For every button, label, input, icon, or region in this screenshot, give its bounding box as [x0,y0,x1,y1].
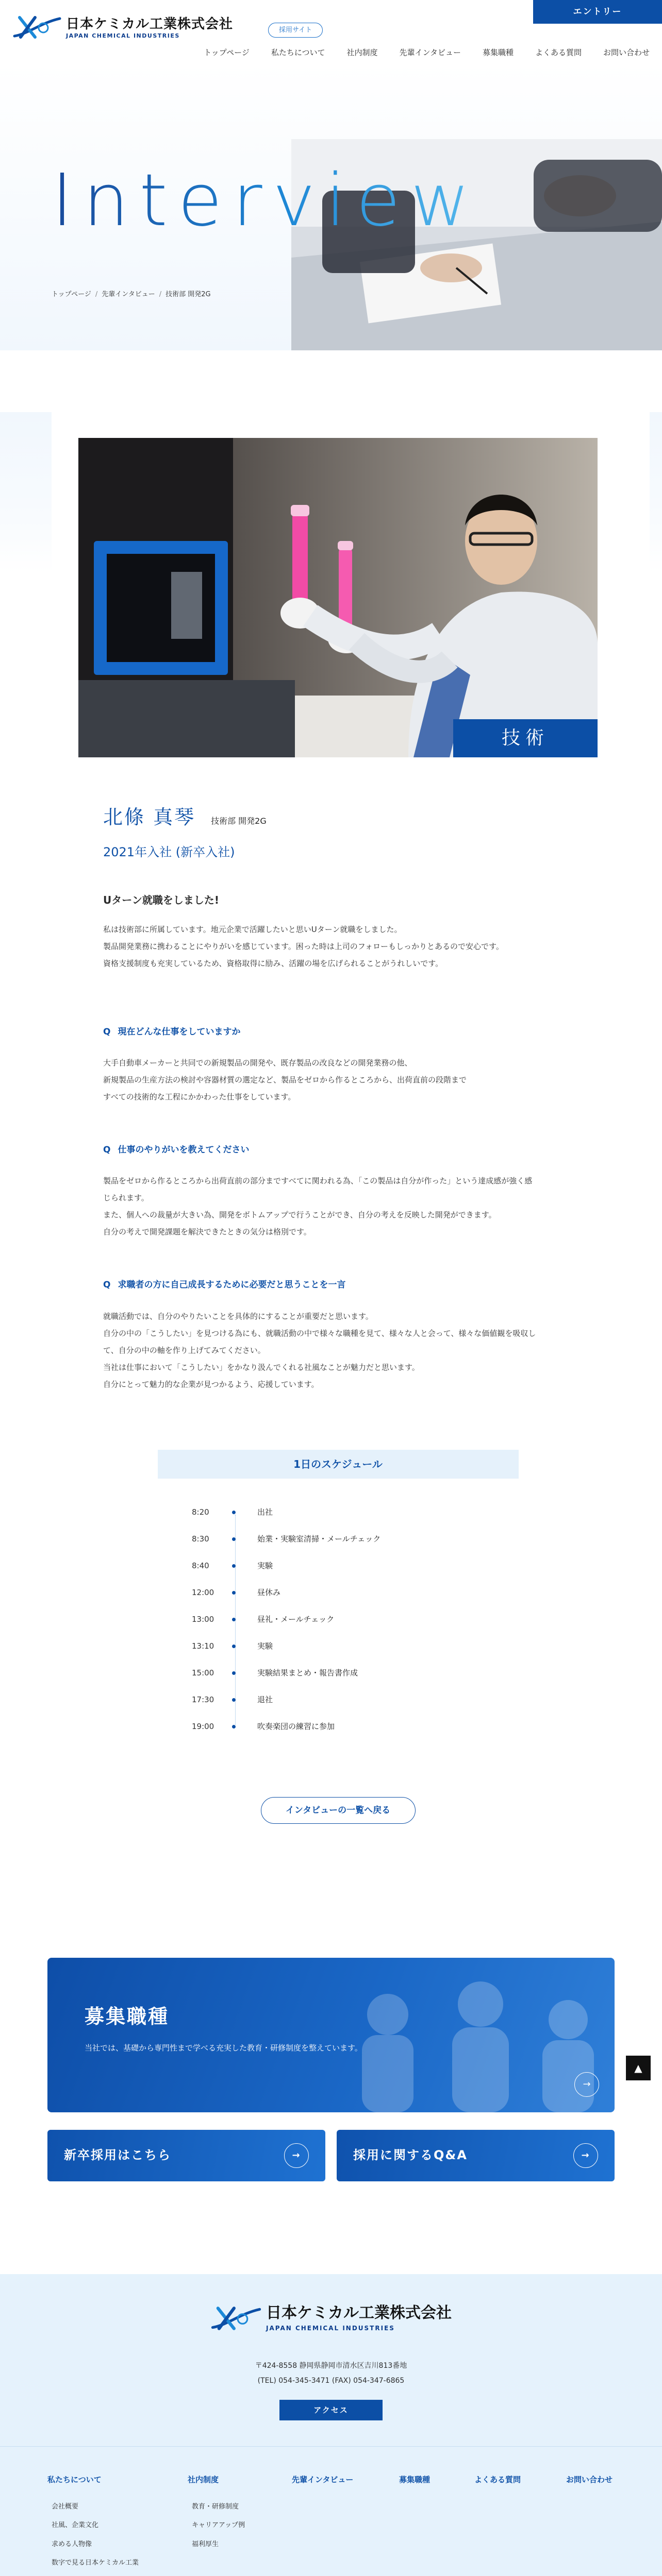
schedule-item [192,1633,598,1660]
qa-block [103,1142,536,1241]
schedule-time: 17:30 [192,1695,214,1705]
footer-logo[interactable] [210,2304,452,2334]
logo-sub: JAPAN CHEMICAL INDUSTRIES [66,32,180,39]
footer-top [0,2274,662,2447]
qa-block [103,1277,536,1393]
timeline-dot-icon [232,1511,236,1514]
article-card [52,412,650,1844]
nav-system[interactable]: 社内制度 [346,48,378,57]
schedule-item [192,1553,598,1580]
answer-text: 大手自動車メーカーと共同での新規製品の開発や、既存製品の改良などの開発業務の他、 新規製品の生産方法の検討や容器材質の選定など、製品をゼロから作るところから、出荷直前の段階まで すべての技術的な工程にかかわった仕事をしています。 [103,1058,467,1102]
schedule-item [192,1499,598,1526]
question-marker: Q [103,1280,111,1291]
lab-photo-image [78,438,598,757]
address-line: 〒424-8558 静岡県静岡市清水区吉川813番地 [255,2361,407,2370]
timeline-dot-icon [232,1618,236,1621]
schedule-task: 吹奏楽団の練習に参加 [257,1722,335,1732]
qa-block [103,1024,536,1106]
access-button[interactable]: アクセス [279,2400,383,2420]
footer-nav [0,2446,662,2576]
schedule-item [192,1606,598,1633]
footer-col-faq [474,2472,566,2576]
breadcrumb [52,289,211,301]
schedule-task: 実験 [257,1561,273,1571]
schedule-time: 8:20 [192,1507,209,1517]
footer-link[interactable]: 福利厚生 [192,2540,219,2548]
employee-name: 北條 真琴 [103,806,196,828]
footer-heading-system[interactable]: 社内制度 [188,2475,219,2485]
footer-link[interactable]: 教育・研修制度 [192,2502,239,2511]
footer-link[interactable]: 社風、企業文化 [52,2521,99,2530]
footer-list-about [47,2498,188,2576]
footer-heading-jobs[interactable]: 募集職種 [399,2475,431,2485]
schedule-item [192,1580,598,1606]
nav-contact[interactable]: お問い合わせ [603,48,650,57]
question-marker: Q [103,1145,111,1156]
schedule-list [192,1499,598,1740]
footer-heading-contact[interactable]: お問い合わせ [566,2475,613,2485]
name-row [103,799,624,836]
schedule-heading: 1日のスケジュール [158,1450,519,1479]
schedule-time: 15:00 [192,1668,214,1678]
schedule-task: 出社 [257,1507,273,1517]
nav-top[interactable]: トップページ [204,48,250,57]
question-marker: Q [103,1026,111,1037]
breadcrumb-current: 技術部 開発2G [166,291,211,298]
answer-text: 製品をゼロから作るところから出荷直前の部分まですべてに関われる為、「この製品は自分が作った」という達成感が強く感じられます。 また、個人への裁量が大きい為、開発をボトムアップで行うことができ、自分の考えを反映した開発ができます。 自分の考えで開発課題を解決できたときの気分は格別です。 [103,1176,533,1237]
recruit-faq-link[interactable] [337,2130,615,2181]
timeline-dot-icon [232,1591,236,1595]
recruit-site-badge[interactable]: 採用サイト [268,23,323,38]
schedule-item [192,1526,598,1553]
footer-col-system [188,2472,292,2576]
company-address [0,2359,662,2389]
schedule-time: 8:40 [192,1561,209,1571]
question-heading [103,1142,536,1158]
back-to-interviews-button[interactable]: インタビューの一覧へ戻る [261,1797,416,1824]
question-text: 仕事のやりがいを教えてください [118,1145,250,1156]
footer-col-jobs [399,2472,474,2576]
entry-button[interactable]: エントリー [533,0,662,24]
interview-article [0,412,662,2202]
question-text: 求職者の方に自己成長するために必要だと思うことを一言 [118,1280,346,1291]
company-logo-icon [12,13,62,42]
job-types-title: 募集職種 [85,2005,170,2028]
schedule-item [192,1660,598,1687]
schedule-time: 12:00 [192,1588,214,1598]
arrow-right-icon: → [574,2072,599,2097]
daily-schedule [78,1450,598,1824]
arrow-right-icon: → [573,2143,598,2168]
breadcrumb-separator: / [95,291,98,298]
footer-link[interactable]: 数字で見る日本ケミカル工業 [52,2559,139,2567]
phone-line: (TEL) 054-345-3471 (FAX) 054-347-6865 [257,2376,405,2385]
footer-link[interactable] [47,2572,188,2576]
footer-col-interview [292,2472,399,2576]
site-header [0,0,662,62]
jobs-section [47,1958,642,2181]
schedule-time: 13:10 [192,1641,214,1651]
profile [103,799,624,865]
schedule-task: 始業・実験室清掃・メールチェック [257,1534,381,1544]
timeline-dot-icon [232,1564,236,1568]
footer-link[interactable]: キャリアアップ例 [192,2521,245,2530]
main-photo [78,438,598,757]
people-silhouette-image [326,1958,615,2112]
hero [0,62,662,350]
question-text: 現在どんな仕事をしていますか [118,1026,241,1037]
department-tag: 技術 [453,719,598,757]
page-top-button[interactable]: ▲ [626,2056,651,2080]
join-year: 2021年入社 (新卒入社) [103,845,235,860]
schedule-time: 13:00 [192,1615,214,1624]
question-heading [103,1277,536,1293]
schedule-task: 昼礼・メールチェック [257,1615,335,1624]
breadcrumb-interview[interactable]: 先輩インタビュー [102,291,155,298]
footer-link[interactable]: 会社概要 [52,2502,79,2511]
timeline-dot-icon [232,1671,236,1675]
footer-heading-faq[interactable]: よくある質問 [474,2475,521,2485]
new-grad-recruit-link[interactable] [47,2130,325,2181]
timeline-dot-icon [232,1725,236,1728]
job-links-row [47,2130,615,2181]
article-content [103,890,536,1393]
footer-col-about [47,2472,188,2576]
new-grad-label: 新卒採用はこちら [64,2147,171,2162]
logo-text [66,16,233,39]
company-logo-icon [210,2304,262,2334]
breadcrumb-separator: / [159,291,162,298]
logo[interactable] [12,13,233,42]
footer-columns [47,2472,615,2576]
recruit-faq-label: 採用に関するQ&A [353,2147,468,2162]
nav-about[interactable]: 私たちについて [271,48,325,57]
answer-text: 就職活動では、自分のやりたいことを具体的にすることが重要だと思います。 自分の中の「こうしたい」を見つける為にも、就職活動の中で様々な職種を見て、様々な人と会って、様々な価値観を吸収して、自分の中の軸を作り上げてみてください。 当社は仕事において「こうしたい」をかなり汲んでくれる社風なことが魅力だと思います。 自分にとって魅力的な企業が見つかるよう、応援しています。 [103,1311,536,1389]
schedule-task: 昼休み [257,1588,281,1598]
nav-jobs[interactable]: 募集職種 [482,48,514,57]
site-footer [0,2274,662,2576]
nav-interview[interactable]: 先輩インタビュー [399,48,461,57]
schedule-item [192,1687,598,1714]
lead-heading: Uターン就職をしました! [103,893,219,906]
timeline-dot-icon [232,1645,236,1648]
footer-heading-interview[interactable]: 先輩インタビュー [292,2475,354,2485]
footer-link[interactable]: 求める人物像 [52,2540,92,2548]
question-heading [103,1024,536,1040]
breadcrumb-top[interactable]: トップページ [52,291,91,298]
timeline-dot-icon [232,1537,236,1541]
footer-logo-sub: JAPAN CHEMICAL INDUSTRIES [266,2324,395,2332]
footer-logo-main: 日本ケミカル工業株式会社 [266,2303,452,2322]
schedule-task: 実験結果まとめ・報告書作成 [257,1668,358,1678]
nav-faq[interactable]: よくある質問 [535,48,582,57]
footer-heading-about[interactable]: 私たちについて [47,2475,102,2485]
footer-logo-text [266,2304,452,2334]
footer-col-contact [566,2472,613,2576]
schedule-time: 19:00 [192,1722,214,1732]
lead-text: 私は技術部に所属しています。地元企業で活躍したいと思いUターン就職をしました。 製品開発業務に携わることにやりがいを感じています。困った時は上司のフォローもしっかりとあるので安心です。 資格支援制度も充実しているため、資格取得に励み、活躍の場を広げられることがうれしいです。 [103,924,504,968]
job-types-description: 当社では、基礎から専門性まで学べる充実した教育・研修制度を整えています。 [85,2043,362,2053]
timeline-dot-icon [232,1698,236,1702]
logo-main: 日本ケミカル工業株式会社 [66,16,234,32]
schedule-task: 退社 [257,1695,273,1705]
employee-dept: 技術部 開発2G [211,816,267,826]
arrow-right-icon: → [284,2143,309,2168]
global-nav [204,47,650,58]
page-title: Interview [52,159,480,243]
schedule-task: 実験 [257,1641,273,1651]
schedule-item [192,1714,598,1740]
schedule-time: 8:30 [192,1534,209,1544]
job-types-banner[interactable] [47,1958,615,2112]
